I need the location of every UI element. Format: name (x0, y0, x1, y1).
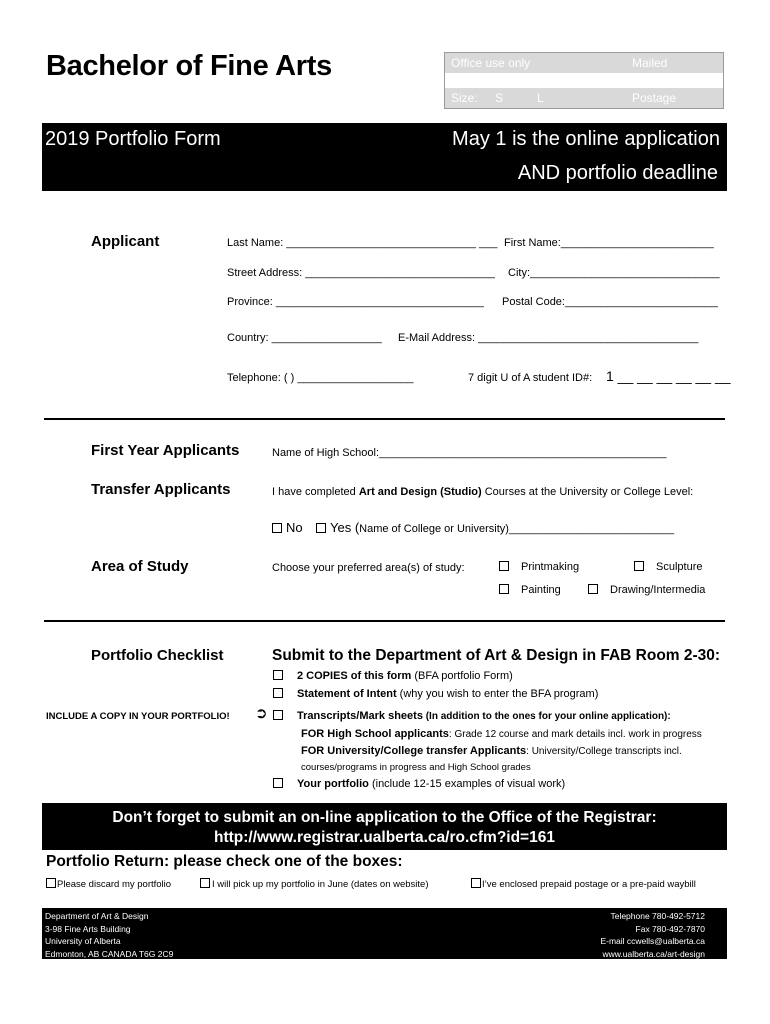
footer-address (45, 910, 173, 960)
size-s-label: S (495, 91, 504, 105)
item3-bold: Transcripts/Mark sheets (297, 710, 423, 722)
office-use-box (444, 52, 724, 109)
footer (42, 908, 727, 959)
checklist-label: Portfolio Checklist (91, 647, 224, 664)
portfolio-checkbox[interactable] (273, 778, 283, 788)
area-of-study-label: Area of Study (91, 558, 189, 575)
registrar-reminder-bar (42, 803, 727, 850)
footer-website[interactable]: www.ualberta.ca/art-design (602, 948, 705, 959)
transfer-label: Transfer Applicants (91, 481, 231, 498)
postage-checkbox[interactable] (471, 878, 481, 888)
deadline-line1: May 1 is the online application (452, 128, 720, 150)
footer-fax: Fax 780-492-7870 (635, 923, 705, 934)
item1-bold: 2 COPIES of this form (297, 670, 412, 682)
mailed-label: Mailed (632, 56, 668, 70)
item2-rest: (why you wish to enter the BFA program) (396, 688, 599, 700)
transfer-statement (272, 486, 693, 498)
checklist-item-transcripts[interactable] (273, 710, 671, 722)
checklist-item-form[interactable] (273, 670, 513, 682)
student-id-label: 7 digit U of A student ID#: (468, 372, 593, 384)
item2-bold: Statement of Intent (297, 688, 397, 700)
item1-rest: (BFA portfolio Form) (411, 670, 513, 682)
footer-city: Edmonton, AB CANADA T6G 2C9 (45, 948, 174, 959)
pickup-checkbox[interactable] (200, 878, 210, 888)
yes-checkbox[interactable] (316, 523, 326, 533)
checklist-item-portfolio[interactable] (273, 778, 565, 790)
size-l-label: L (537, 91, 544, 105)
return-heading: Portfolio Return: please check one of the boxes: (46, 853, 403, 870)
applicant-label: Applicant (91, 233, 160, 250)
sculpture-checkbox[interactable] (634, 561, 644, 571)
last-name-field[interactable]: Last Name: _______________________________ ___ (227, 237, 498, 249)
form-copies-checkbox[interactable] (273, 670, 283, 680)
telephone-field[interactable]: Telephone: ( ) ___________________ (227, 372, 414, 384)
footer-email[interactable]: E-mail ccwells@ualberta.ca (600, 936, 705, 946)
checklist-heading: Submit to the Department of Art & Design in FAB Room 2-30: (272, 647, 721, 664)
arrow-icon: ➲ (255, 705, 268, 722)
include-copy-note: INCLUDE A COPY IN YOUR PORTFOLIO! (46, 711, 230, 722)
area-prompt: Choose your preferred area(s) of study: (272, 562, 465, 574)
return-option-pickup[interactable] (200, 878, 429, 890)
transcripts-checkbox[interactable] (273, 710, 283, 720)
drawing-label: Drawing/Intermedia (610, 584, 706, 596)
email-field[interactable]: E-Mail Address: ____________________________________ (398, 332, 699, 344)
checklist-item-statement[interactable] (273, 688, 598, 700)
postage-label: Postage (632, 91, 677, 105)
college-name-field[interactable]: Name of College or University)___________________________ (359, 523, 675, 535)
footer-university: University of Alberta (45, 936, 121, 946)
uni-applicants-note (301, 745, 682, 757)
transfer-yes-option[interactable] (316, 520, 674, 535)
statement-checkbox[interactable] (273, 688, 283, 698)
header-bar-2 (42, 161, 727, 191)
area-option-sculpture[interactable] (634, 561, 702, 573)
hs-bold: FOR High School applicants (301, 728, 449, 740)
return-option-postage[interactable] (471, 878, 696, 890)
registrar-link[interactable]: http://www.registrar.ualberta.ca/ro.cfm?id=161 (214, 829, 555, 846)
high-school-field[interactable]: Name of High School:_______________________________________________ (272, 447, 667, 459)
country-field[interactable]: Country: __________________ (227, 332, 382, 344)
discard-label: Please discard my portfolio (57, 879, 172, 890)
first-year-label: First Year Applicants (91, 442, 240, 459)
pickup-label: I will pick up my portfolio in June (dates on website) (212, 879, 429, 890)
item4-bold: Your portfolio (297, 778, 369, 790)
postal-code-field[interactable]: Postal Code:_________________________ (502, 296, 718, 308)
size-label: Size: (451, 91, 478, 105)
item4-rest: (include 12-15 examples of visual work) (368, 778, 566, 790)
transfer-prefix: I have completed (272, 486, 359, 498)
printmaking-label: Printmaking (521, 561, 580, 573)
return-option-discard[interactable] (46, 878, 171, 890)
no-label: No (286, 520, 303, 535)
divider-1 (44, 418, 725, 420)
divider-2 (44, 620, 725, 622)
transfer-no-option[interactable] (272, 520, 303, 535)
no-checkbox[interactable] (272, 523, 282, 533)
student-id-field[interactable]: 1 __ __ __ __ __ __ (606, 368, 731, 384)
uni-rest: : University/College transcripts incl. (526, 746, 682, 757)
uni-bold: FOR University/College transfer Applicants (301, 745, 527, 757)
painting-label: Painting (521, 584, 561, 596)
hs-rest: : Grade 12 course and mark details incl. work in progress (448, 729, 702, 740)
area-option-printmaking[interactable] (499, 561, 579, 573)
area-option-drawing[interactable] (588, 584, 705, 596)
office-row-top (445, 53, 723, 73)
printmaking-checkbox[interactable] (499, 561, 509, 571)
yes-label: Yes ( (330, 520, 360, 535)
form-title: 2019 Portfolio Form (45, 128, 221, 150)
painting-checkbox[interactable] (499, 584, 509, 594)
footer-building: 3-98 Fine Arts Building (45, 923, 131, 934)
first-name-field[interactable]: First Name:_________________________ (504, 237, 714, 249)
area-option-painting[interactable] (499, 584, 561, 596)
header-bar (42, 123, 727, 161)
footer-contact (600, 910, 705, 960)
hs-applicants-note (301, 728, 702, 740)
province-field[interactable]: Province: __________________________________ (227, 296, 484, 308)
footer-telephone: Telephone 780-492-5712 (610, 911, 705, 921)
office-row-bottom (445, 88, 723, 108)
city-field[interactable]: City:_______________________________ (508, 267, 720, 279)
street-address-field[interactable]: Street Address: _______________________________ (227, 267, 495, 279)
discard-checkbox[interactable] (46, 878, 56, 888)
postage-option-label: I’ve enclosed prepaid postage or a pre-paid waybill (482, 879, 696, 890)
deadline-line2: AND portfolio deadline (517, 162, 718, 184)
drawing-checkbox[interactable] (588, 584, 598, 594)
footer-dept: Department of Art & Design (45, 911, 149, 921)
reminder-line1: Don’t forget to submit an on-line application to the Office of the Registrar: (112, 809, 657, 826)
uni-rest-2: courses/programs in progress and High School grades (301, 762, 531, 773)
sculpture-label: Sculpture (656, 561, 703, 573)
item3-rest: (In addition to the ones for your online application): (422, 711, 671, 722)
page-title: Bachelor of Fine Arts (46, 50, 332, 82)
office-use-label: Office use only (451, 56, 531, 70)
transfer-bold: Art and Design (Studio) (358, 486, 482, 498)
transfer-suffix: Courses at the University or College Level: (481, 486, 694, 498)
